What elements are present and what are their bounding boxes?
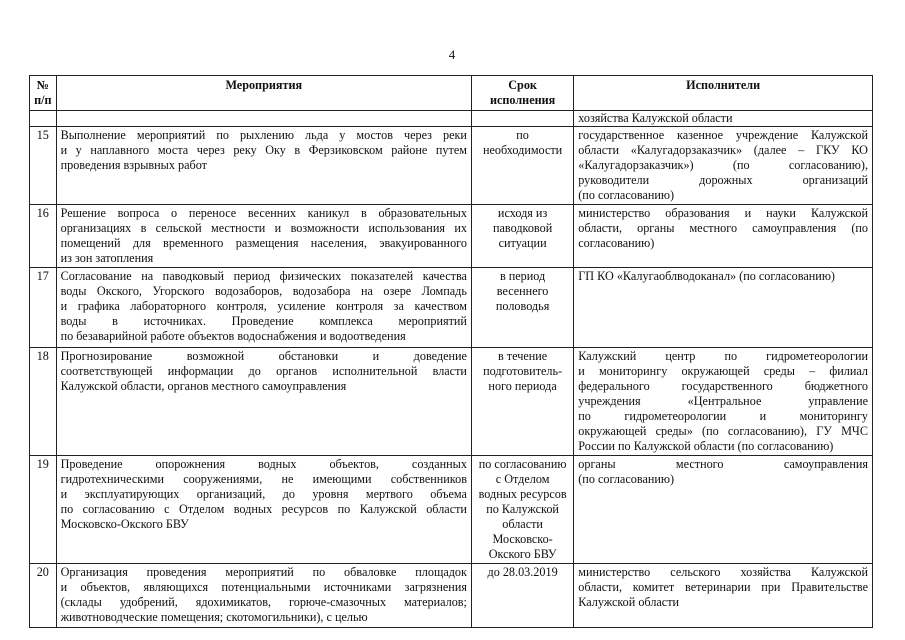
text-line: Согласование на паводковый период физических показателей качества [60,269,467,283]
page-number: 4 [448,47,456,62]
continuation-row [30,111,873,127]
text-line: министерство сельского хозяйства Калужской [578,565,868,579]
text-line: по безаварийной работе объектов водоснабжения и водоотведения [60,329,406,343]
header-activity: Мероприятия [56,76,471,111]
text-line: Калужской области, органов местного самоуправления [60,379,347,393]
text-line: и эксплуатирующих организаций, до уровня мертвого объема [60,487,467,501]
text-line: государственное казенное учреждение Калужской [578,128,868,142]
cell-executors [574,127,873,205]
text-line: (по согласованию) [578,188,675,202]
text-line: необходимости [482,143,563,157]
cell-activity [56,127,471,205]
text-line: весеннего [496,284,549,298]
text-line: министерство образования и науки Калужской [578,206,868,220]
text-line: организациях в сельской местности и возможности использования их [60,221,467,235]
cell-num: 15 [30,127,57,205]
text-line: ситуации [498,236,547,250]
text-line: в период [499,269,546,283]
cell-activity [56,564,471,628]
text-line: Проведение опорожнения водных объектов, созданных [60,457,467,471]
text-line: области [502,517,543,531]
cell-term [471,205,573,268]
text-line: по Калужской [486,502,559,516]
cell-term [471,456,573,564]
cell-executors [574,456,873,564]
table-row [30,205,873,268]
text-line: согласованию) [578,236,655,250]
text-line: из зон затопления [60,251,154,265]
text-line: окружающей среды» (по согласованию), ГУ МЧС [578,424,868,438]
text-line: и мониторингу окружающей среды – филиал [578,364,868,378]
cell-num: 17 [30,268,57,348]
cell-executors [574,348,873,456]
text-line: проведения взрывных работ [60,158,207,172]
text-line: водных ресурсов [478,487,567,501]
cell-term [471,111,573,127]
cell-num: 20 [30,564,57,628]
text-line: (по согласованию) [578,472,675,486]
text-line: и объектов, являющихся потенциальными источниками загрязнения [60,580,467,594]
text-line: Московско-Окского БВУ [60,517,189,531]
text-line: Выполнение мероприятий по рыхлению льда у мостов через реки [60,128,467,142]
text-line: руководители дорожных организаций [578,173,868,187]
header-executors: Исполнители [574,76,873,111]
text-line: ного периода [488,379,557,393]
table-row [30,348,873,456]
measures-table [29,75,873,628]
table-row [30,127,873,205]
text-line: и графика лабораторного контроля, усиление контроля за качеством [60,299,467,313]
cell-executors [574,205,873,268]
cell-num [30,111,57,127]
text-line: (склады удобрений, ядохимикатов, горюче-смазочных материалов; [60,595,467,609]
text-line: Решение вопроса о переносе весенних каникул в образовательных [60,206,467,220]
text-line: по согласованию с Отделом водных ресурсов по Калужской области [60,502,467,516]
table-row [30,564,873,628]
cell-activity [56,268,471,348]
table-row [30,268,873,348]
cell-executors [574,268,873,348]
text-line: Прогнозирование возможной обстановки и доведение [60,349,467,363]
cell-term [471,564,573,628]
cell-term [471,348,573,456]
cell-activity [56,456,471,564]
text-line: по [516,128,529,142]
text-line: Калужский центр по гидрометеорологии [578,349,868,363]
text-line: помещений для временного размещения населения, эвакуированного [60,236,467,250]
table-row [30,456,873,564]
text-line: органы местного самоуправления [578,457,868,471]
cell-activity [56,111,471,127]
text-line: по гидрометеорологии и мониторингу [578,409,868,423]
cell-term [471,268,573,348]
header-term: Срок исполнения [471,76,573,111]
text-line: до 28.03.2019 [487,565,558,579]
text-line: России по Калужской области (по согласованию) [578,439,834,453]
text-line: ГП КО «Калугаоблводоканал» (по согласованию) [578,269,835,283]
header-num: № п/п [30,76,57,111]
cell-num: 19 [30,456,57,564]
text-line: «Калугадорзаказчик») (по согласованию), [578,158,868,172]
text-line: половодья [495,299,550,313]
text-line: Калужской области [578,595,680,609]
text-line: подготовитель- [483,364,563,378]
table-header-row [30,76,873,111]
text-line: и у наплавного моста через реку Оку в Ферзиковском районе путем [60,143,467,157]
text-line: животноводческие помещения; скотомогильники), с целью [60,610,368,624]
text-line: паводковой [492,221,553,235]
text-line: с Отделом [495,472,550,486]
text-line: области «Калугадорзаказчик» (далее – ГКУ КО [578,143,868,157]
text-line: соответствующей информации до органов исполнительной власти [60,364,467,378]
text-line: Организация проведения мероприятий по обваловке площадок [60,565,467,579]
cell-executors: хозяйства Калужской области [574,111,873,127]
text-line: воды Окского, Угорского водозаборов, водозабора на озере Ломпадь [60,284,467,298]
cell-activity [56,205,471,268]
text-line: учреждения «Центральное управление [578,394,868,408]
text-line: гидротехническими сооружениями, не имеющими собственников [60,472,467,486]
cell-num: 16 [30,205,57,268]
cell-activity [56,348,471,456]
text-line: по согласованию [478,457,567,471]
cell-term [471,127,573,205]
text-line: в течение [497,349,548,363]
text-line: федерального государственного бюджетного [578,379,868,393]
text-line: Окского БВУ [488,547,557,561]
cell-executors [574,564,873,628]
text-line: области, органы местного самоуправления (по [578,221,868,235]
text-line: воды в источниках. Проведение комплекса мероприятий [60,314,467,328]
text-line: области, комитет ветеринарии при Правительстве [578,580,868,594]
cell-num: 18 [30,348,57,456]
text-line: Московско- [492,532,553,546]
text-line: исходя из [497,206,548,220]
